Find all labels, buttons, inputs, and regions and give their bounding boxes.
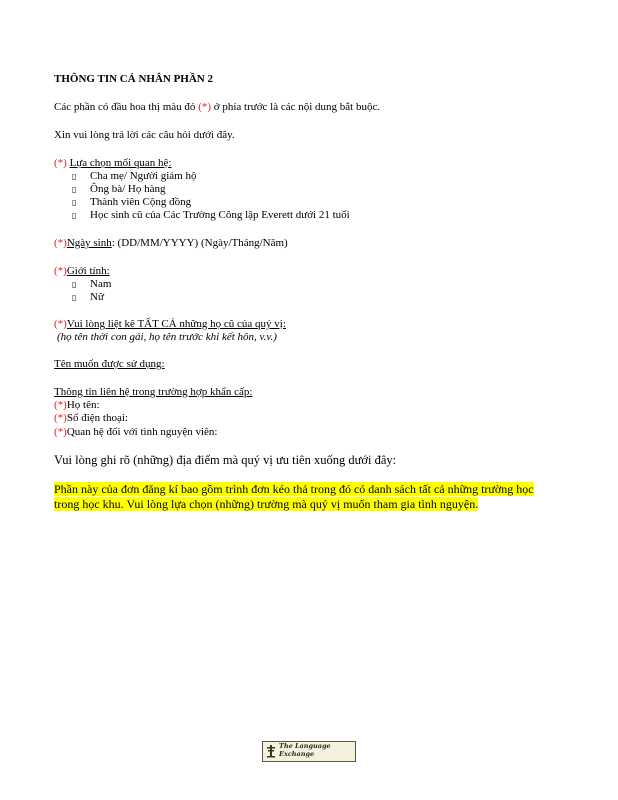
- gender-question: [54, 265, 110, 278]
- required-marker: (*): [54, 237, 67, 249]
- highlighted-note: [54, 482, 550, 512]
- required-note: [54, 101, 380, 114]
- required-marker: (*): [54, 426, 67, 438]
- previous-names-label: Vui lòng liệt kê TẤT CẢ những họ cũ của quý vị:: [66, 318, 286, 330]
- required-note-prefix: Các phần có đầu hoa thị màu đỏ: [54, 101, 196, 113]
- page-title: THÔNG TIN CÁ NHÂN PHẦN 2: [54, 73, 214, 85]
- previous-names-hint: (họ tên thời con gái, họ tên trước khi kết hôn, v.v.): [57, 331, 277, 343]
- emergency-name-label: Họ tên:: [66, 399, 100, 411]
- gender-option: Nữ: [90, 291, 104, 303]
- tower-icon: [266, 744, 276, 758]
- relationship-option: Học sinh cũ của Các Trường Công lập Everett dưới 21 tuổi: [90, 209, 350, 221]
- dob-format: : (DD/MM/YYYY) (Ngày/Tháng/Năm): [111, 237, 288, 249]
- emergency-phone-row: [54, 412, 128, 425]
- relationship-question: [54, 157, 171, 170]
- relationship-option: Thành viên Cộng đồng: [90, 196, 192, 208]
- required-marker: (*): [54, 412, 67, 424]
- emergency-relation-row: [54, 426, 217, 439]
- emergency-relation-label: Quan hệ đối với tình nguyện viên:: [66, 426, 218, 438]
- gender-option: Nam: [90, 278, 112, 290]
- required-note-suffix: ở phía trước là các nội dung bắt buộc.: [213, 101, 381, 113]
- logo-text: The Language Exchange: [279, 742, 331, 758]
- checkbox-icon[interactable]: ▯: [72, 172, 77, 181]
- dob-label: Ngày sinh: [66, 237, 112, 249]
- emergency-name-row: [54, 399, 100, 412]
- dob-question: [54, 237, 288, 250]
- checkbox-icon[interactable]: ▯: [72, 185, 77, 194]
- required-marker: (*): [198, 101, 212, 113]
- checkbox-icon[interactable]: ▯: [72, 198, 77, 207]
- highlighted-note-text: Phần này của đơn đăng kí bao gồm trình đơn kéo thả trong đó có danh sách tất cả những trường học trong học khu. Vui lòng lựa chọn (những) trường mà quý vị muốn tham gia tình nguyện.: [54, 482, 534, 511]
- preferred-name-label: Tên muốn được sử dụng:: [54, 358, 165, 370]
- required-marker: (*): [54, 399, 67, 411]
- relationship-label: Lựa chọn mối quan hệ:: [69, 157, 172, 169]
- locations-prompt: Vui lòng ghi rõ (những) địa điểm mà quý vị ưu tiên xuống dưới đây:: [54, 453, 397, 467]
- language-exchange-logo: [262, 741, 356, 762]
- gender-label: Giới tính:: [66, 265, 110, 277]
- required-marker: (*): [54, 318, 67, 330]
- checkbox-icon[interactable]: ▯: [72, 280, 77, 289]
- answer-instructions: Xin vui lòng trả lời các câu hỏi dưới đây.: [54, 129, 235, 141]
- checkbox-icon[interactable]: ▯: [72, 211, 77, 220]
- required-marker: (*): [54, 157, 67, 169]
- previous-names-question: [54, 318, 286, 331]
- required-marker: (*): [54, 265, 67, 277]
- emergency-heading: Thông tin liên hệ trong trường hợp khẩn cấp:: [54, 386, 253, 398]
- relationship-option: Ông bà/ Họ hàng: [90, 183, 166, 195]
- emergency-phone-label: Số điện thoại:: [66, 412, 128, 424]
- relationship-option: Cha mẹ/ Người giám hộ: [90, 170, 197, 182]
- checkbox-icon[interactable]: ▯: [72, 293, 77, 302]
